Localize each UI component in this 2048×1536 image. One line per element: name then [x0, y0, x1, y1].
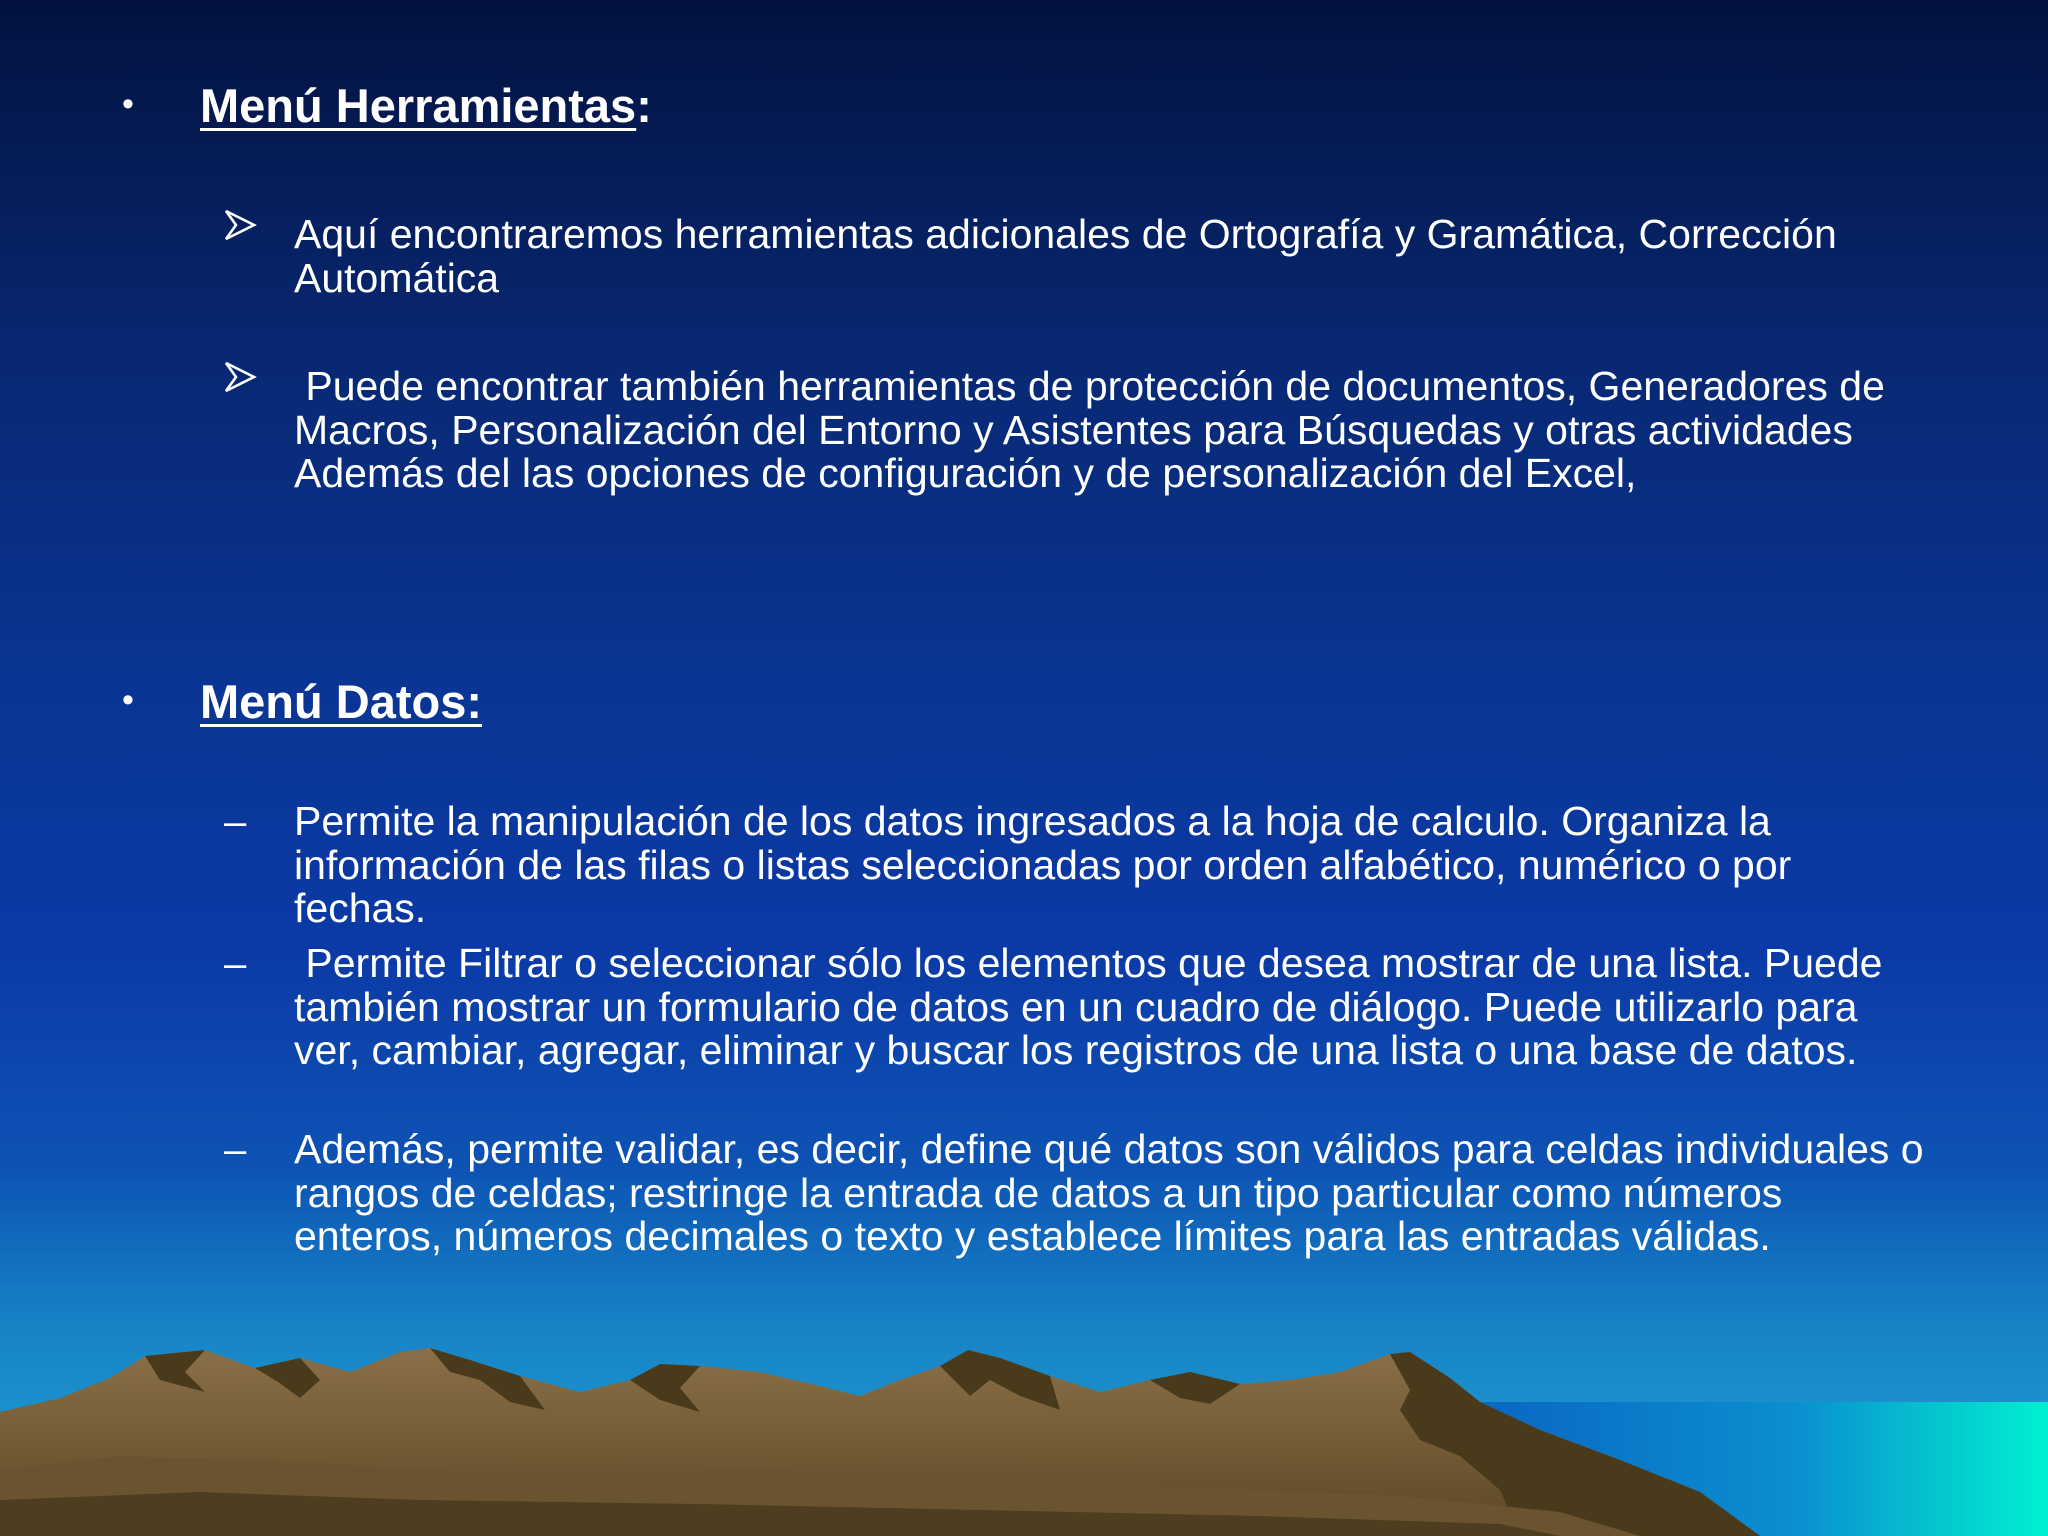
- heading-title: Menú Herramientas: [200, 79, 637, 132]
- dash-bullet-icon: –: [224, 1128, 247, 1172]
- round-bullet-icon: •: [122, 85, 134, 123]
- datos-item-1: Permite la manipulación de los datos ingresados a la hoja de calculo. Organiza la información de las filas o listas seleccionadas por orden alfabético, numérico o por fechas.: [294, 798, 1803, 931]
- arrowhead-bullet-icon: [224, 208, 258, 242]
- herramientas-item-1: Aquí encontraremos herramientas adicionales de Ortografía y Gramática, Corrección Automática: [294, 211, 1846, 301]
- heading-suffix: :: [636, 79, 652, 132]
- datos-item-2: Permite Filtrar o seleccionar sólo los elementos que desea mostrar de una lista. Puede también mostrar un formulario de datos en un cuadro de diálogo. Puede utilizarlo para ver, cambiar, agregar, eliminar y buscar los registros de una lista o una base de datos.: [294, 940, 1894, 1073]
- arrowhead-bullet-icon: [224, 360, 258, 394]
- heading-title: Menú Datos:: [200, 675, 482, 728]
- round-bullet-icon: •: [122, 681, 134, 719]
- dash-bullet-icon: –: [224, 800, 247, 844]
- section-heading-datos: [200, 674, 482, 730]
- datos-item-3: Además, permite validar, es decir, define qué datos son válidos para celdas individuales o rangos de celdas; restringe la entrada de datos a un tipo particular como números enteros, números decimales o texto y establece límites para las entradas válidas.: [294, 1126, 1935, 1259]
- section-heading-herramientas: [200, 78, 652, 134]
- dash-bullet-icon: –: [224, 942, 247, 986]
- herramientas-item-2: Puede encontrar también herramientas de protección de documentos, Generadores de Macros, Personalización del Entorno y Asistentes para Búsquedas y otras actividades Además del las opciones de configuración y de personalización del Excel,: [294, 363, 1897, 496]
